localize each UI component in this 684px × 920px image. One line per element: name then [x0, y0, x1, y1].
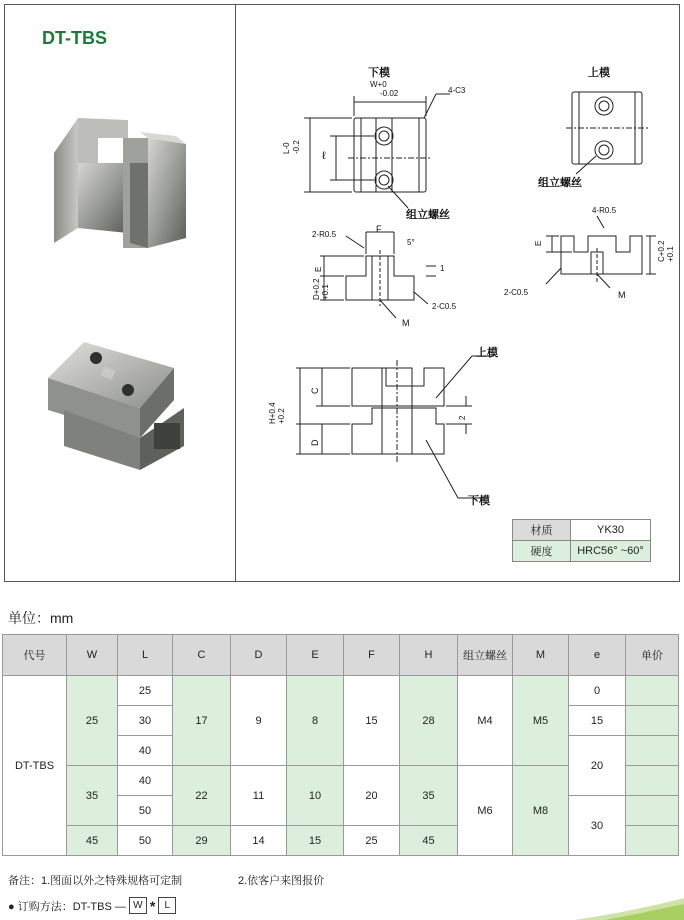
material-key: 材质: [513, 520, 571, 541]
l-cell: 40: [118, 736, 173, 766]
header-e: E: [287, 635, 344, 676]
w-cell: 45: [67, 826, 118, 856]
header-w: W: [67, 635, 118, 676]
unit-label: 单位：mm: [8, 610, 74, 626]
m-cell: M5: [513, 676, 569, 766]
product-title: DT-TBS: [42, 28, 107, 48]
price-cell: [626, 706, 679, 736]
price-cell: [626, 736, 679, 766]
d-tol: +0.1: [321, 284, 330, 300]
m-cell: M8: [513, 766, 569, 856]
e-dim-right: E: [534, 240, 543, 246]
w-tol: -0.02: [380, 89, 399, 98]
assembly-screw-label: 组立螺丝: [406, 209, 450, 221]
material-table: [512, 519, 651, 562]
note-2: 2.依客户来图报价: [238, 875, 325, 887]
spec-header-row: [3, 635, 679, 676]
f-dim: F: [376, 224, 382, 234]
c-cell: 22: [173, 766, 231, 826]
m-right: M: [618, 290, 626, 300]
c05-right: 2-C0.5: [504, 288, 529, 297]
price-cell: [626, 676, 679, 706]
e-dim-left: E: [314, 266, 323, 272]
w-cell: 35: [67, 766, 118, 826]
f-cell: 20: [344, 766, 400, 826]
note-1: 备注：1.图面以外之特殊规格可定制: [8, 875, 183, 887]
d-dim: D+0.2: [312, 278, 321, 300]
e-cell: 15: [287, 826, 344, 856]
angle-5: 5°: [407, 238, 415, 247]
c-tol-right: +0.1: [666, 246, 675, 262]
header-code: 代号: [3, 635, 67, 676]
order-star: *: [149, 897, 156, 914]
d-cell: 11: [231, 766, 287, 826]
d-cell: 14: [231, 826, 287, 856]
header-l: L: [118, 635, 173, 676]
e-small-cell: 20: [569, 736, 626, 796]
c-label: C: [310, 387, 320, 394]
order-label: ● 订购方法：DT-TBS —: [8, 900, 126, 913]
hardness-value: HRC56° ~60°: [571, 541, 651, 562]
upper-die-callout: 上模: [476, 347, 498, 359]
material-value: YK30: [571, 520, 651, 541]
material-row: [513, 520, 651, 541]
ell-dim: ℓ: [322, 150, 326, 162]
header-d: D: [231, 635, 287, 676]
d-label: D: [310, 439, 320, 446]
header-c: C: [173, 635, 231, 676]
e-small-cell: 15: [569, 706, 626, 736]
h-tol: +0.2: [277, 408, 286, 424]
order-w-box: W: [129, 897, 147, 914]
l-cell: 30: [118, 706, 173, 736]
hardness-row: [513, 541, 651, 562]
f-cell: 25: [344, 826, 400, 856]
h-cell: 45: [400, 826, 458, 856]
price-cell: [626, 796, 679, 826]
c-dim-right: C+0.2: [657, 240, 666, 262]
header-f: F: [344, 635, 400, 676]
order-l-box: L: [158, 897, 176, 914]
screw-cell: M4: [458, 676, 513, 766]
header-e-small: e: [569, 635, 626, 676]
header-screw: 组立螺丝: [458, 635, 513, 676]
c05-left: 2-C0.5: [432, 302, 457, 311]
e-small-cell: 0: [569, 676, 626, 706]
m-left: M: [402, 318, 410, 328]
lower-die-callout: 下模: [468, 495, 490, 507]
upper-die-label: 上模: [588, 67, 610, 79]
h-cell: 35: [400, 766, 458, 826]
code-cell: DT-TBS: [3, 676, 67, 856]
h-cell: 28: [400, 676, 458, 766]
header-h: H: [400, 635, 458, 676]
c-cell: 17: [173, 676, 231, 766]
r05-right: 4-R0.5: [592, 206, 617, 215]
spec-table: [2, 634, 679, 856]
l-cell: 25: [118, 676, 173, 706]
product-photo-top: [44, 338, 190, 478]
e-cell: 10: [287, 766, 344, 826]
l-cell: 40: [118, 766, 173, 796]
dim-two: 2: [458, 415, 467, 420]
corner-decoration: [574, 898, 684, 920]
h-dim: H+0.4: [268, 402, 277, 424]
r05-left: 2-R0.5: [312, 230, 337, 239]
w-dim: W+0: [370, 80, 387, 89]
l-tol: -0.2: [292, 140, 301, 154]
c-cell: 29: [173, 826, 231, 856]
price-cell: [626, 766, 679, 796]
l-cell: 50: [118, 826, 173, 856]
table-row: [3, 676, 679, 706]
screw-cell: M6: [458, 766, 513, 856]
l-cell: 50: [118, 796, 173, 826]
technical-drawing: [236, 60, 676, 520]
product-photo-side: [48, 108, 194, 258]
e-small-cell: 30: [569, 796, 626, 856]
header-price: 单价: [626, 635, 679, 676]
w-cell: 25: [67, 676, 118, 766]
d-cell: 9: [231, 676, 287, 766]
hardness-key: 硬度: [513, 541, 571, 562]
price-cell: [626, 826, 679, 856]
l-dim: L-0: [282, 142, 291, 154]
chamfer-c3: 4-C3: [448, 86, 466, 95]
e-cell: 8: [287, 676, 344, 766]
lower-die-label: 下模: [368, 67, 390, 79]
order-method: [8, 897, 176, 914]
assembly-screw-label-upper: 组立螺丝: [538, 177, 582, 189]
dim-one: 1: [440, 264, 445, 273]
header-m: M: [513, 635, 569, 676]
f-cell: 15: [344, 676, 400, 766]
